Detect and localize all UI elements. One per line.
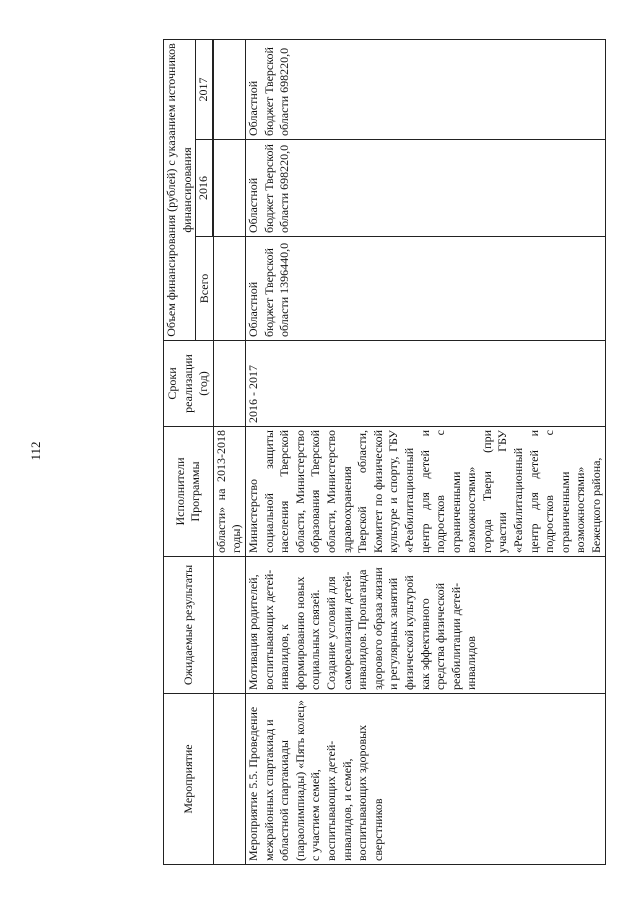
cell-total: Областной бюджет Тверской области 1396440,0 [245,237,605,341]
cell-2016: Областной бюджет Тверской области 698220,0 [245,140,605,237]
cell-executors: Министерство социальной защиты населения Тверской области, Министерство образования Тверской области, Министерство здравоохранения Тверской области, Комитет по физической культуре и спорту, ГБУ «Реабилитационный центр для детей и подростков с ограниченными возможностями» города Твери (при участии ГБУ «Реабилитационный центр для детей и подростков с ограниченными возможностями» Бежецкого района, [245,427,605,557]
cont-2017 [213,40,245,140]
header-row-1 [164,40,196,865]
continuation-row [213,40,245,865]
cell-results: Мотивация родителей, воспитывающих детей-инвалидов, к формированию новых социальных связей. Создание условий для самореализации детей-инвалидов. Пропаганда здорового образа жизни и регулярных занятий физической культурой как эффективного средства физической реабилитации детей-инвалидов [245,557,605,694]
cell-event: Мероприятие 5.5. Проведение межрайонных спартакиад и областной спартакиады (параолимпиады) «Пять колец» с участием семей, воспитывающих детей-инвалидов, и семей, воспитывающих здоровых сверстников [245,694,605,865]
cont-2016 [213,140,245,237]
header-funding: Объем финансирования (рублей) с указанием источников финансирования [164,40,196,341]
header-results: Ожидаемые результаты [164,557,214,694]
header-2017: 2017 [196,40,213,140]
header-executors: Исполнители Программы [164,427,214,557]
cont-executors: области» на 2013-2018 годы) [213,427,245,557]
cont-total [213,237,245,341]
table-row [245,40,605,865]
rotated-table-wrapper [163,40,613,865]
funding-table [163,39,606,865]
header-2016: 2016 [196,140,213,237]
cell-2017: Областной бюджет Тверской области 698220,0 [245,40,605,140]
cont-results [213,557,245,694]
page-number: 112 [28,441,43,461]
cont-terms [213,341,245,427]
header-event: Мероприятие [164,694,214,865]
header-total: Всего [196,237,214,341]
cont-event [213,694,245,865]
header-terms: Сроки реализации (год) [164,341,214,427]
cell-terms: 2016 - 2017 [245,341,605,427]
